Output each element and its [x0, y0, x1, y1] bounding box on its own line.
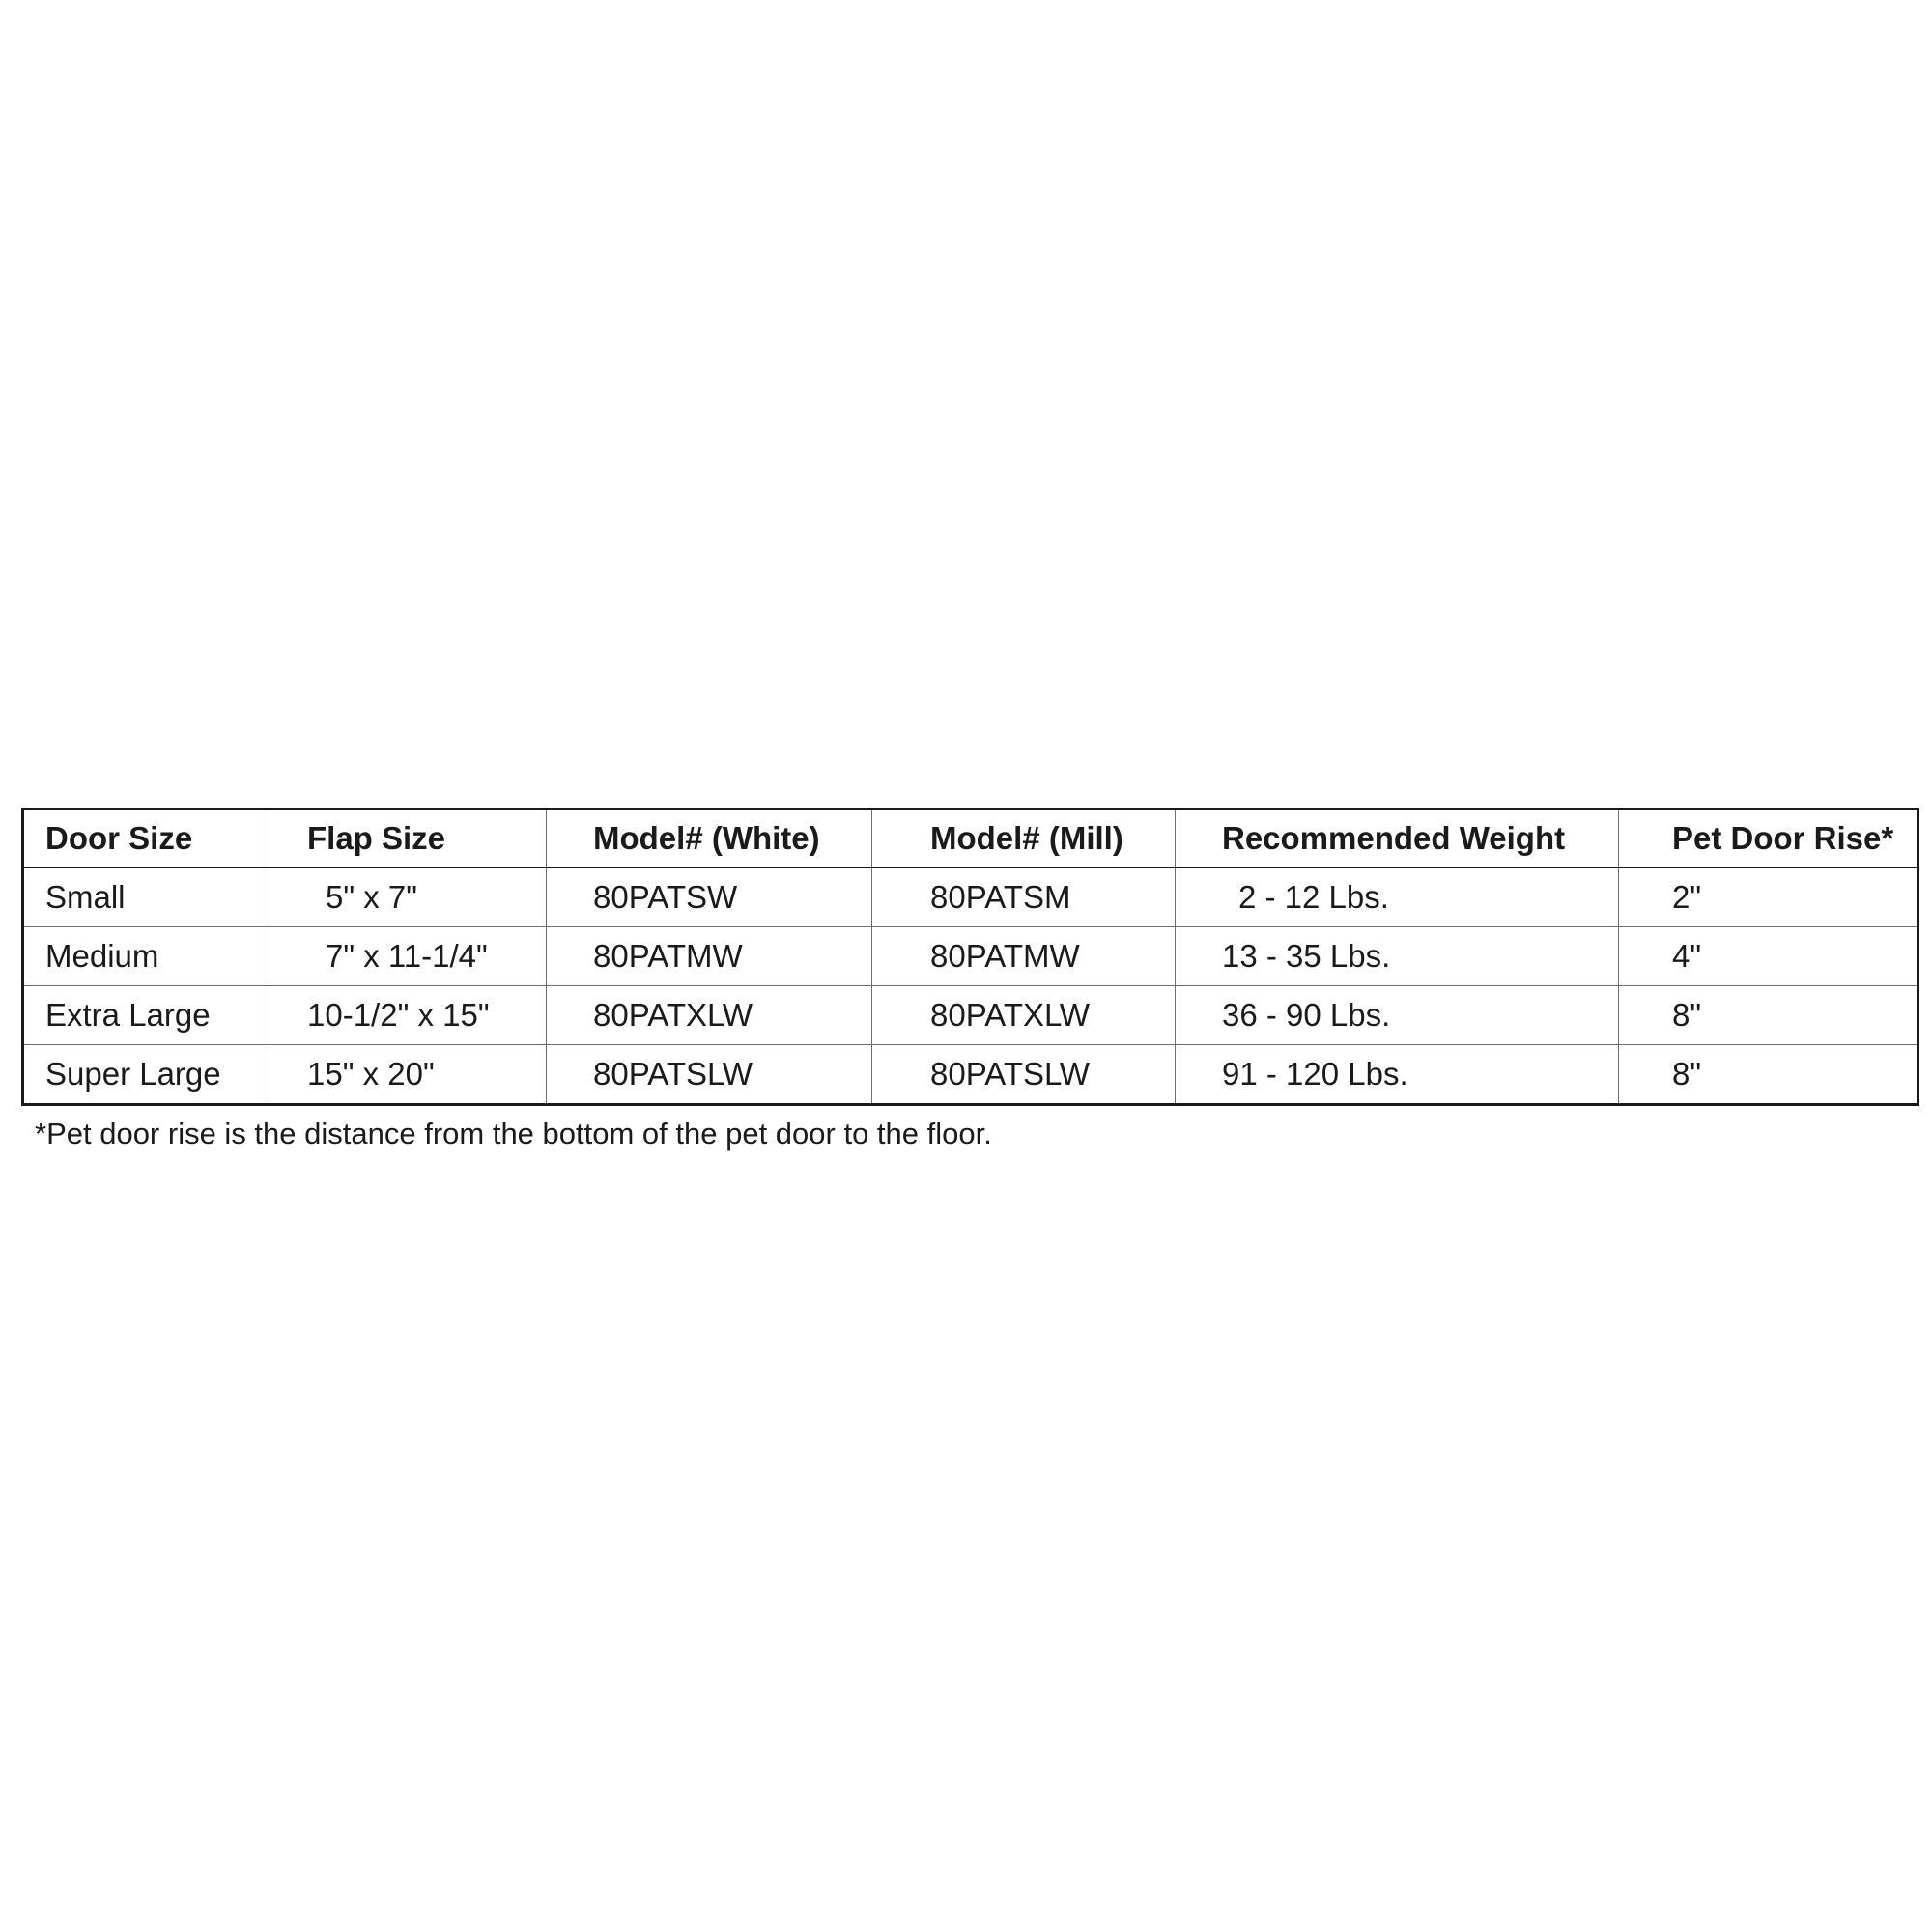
table-row [23, 986, 1918, 1045]
cell-model-white: 80PATSLW [547, 1045, 872, 1105]
cell-door-size: Super Large [45, 1056, 221, 1092]
table-row [23, 867, 1918, 927]
cell-pet-door-rise: 4" [1619, 927, 1918, 986]
cell-flap-size: 10-1/2" x 15" [270, 986, 547, 1045]
cell-flap-size: 5" x 7" [270, 867, 547, 927]
pet-door-size-table [21, 808, 1919, 1106]
cell-recommended-weight: 13 - 35 Lbs. [1176, 927, 1619, 986]
header-model-mill: Model# (Mill) [872, 810, 1176, 868]
header-recommended-weight: Recommended Weight [1176, 810, 1619, 868]
cell-pet-door-rise: 2" [1619, 867, 1918, 927]
cell-recommended-weight: 36 - 90 Lbs. [1176, 986, 1619, 1045]
cell-recommended-weight: 91 - 120 Lbs. [1176, 1045, 1619, 1105]
header-flap-size: Flap Size [270, 810, 547, 868]
cell-flap-size: 15" x 20" [270, 1045, 547, 1105]
header-pet-door-rise: Pet Door Rise* [1619, 810, 1918, 868]
cell-model-white: 80PATMW [547, 927, 872, 986]
footnote: *Pet door rise is the distance from the bottom of the pet door to the floor. [35, 1117, 992, 1151]
cell-model-mill: 80PATSLW [872, 1045, 1176, 1105]
cell-door-size: Extra Large [23, 986, 270, 1045]
cell-door-size: Medium [23, 927, 270, 986]
cell-model-mill: 80PATMW [872, 927, 1176, 986]
cell-model-mill: 80PATSM [872, 867, 1176, 927]
cell-model-white: 80PATXLW [547, 986, 872, 1045]
header-model-white: Model# (White) [547, 810, 872, 868]
table-row [23, 927, 1918, 986]
cell-pet-door-rise: 8" [1619, 986, 1918, 1045]
cell-model-white: 80PATSW [547, 867, 872, 927]
table-row [23, 1045, 1918, 1105]
header-door-size: Door Size [23, 810, 270, 868]
table-header-row [23, 810, 1918, 868]
cell-flap-size: 7" x 11-1/4" [270, 927, 547, 986]
cell-model-mill: 80PATXLW [872, 986, 1176, 1045]
cell-door-size: Small [23, 867, 270, 927]
cell-pet-door-rise: 8" [1619, 1045, 1918, 1105]
cell-recommended-weight: 2 - 12 Lbs. [1176, 867, 1619, 927]
